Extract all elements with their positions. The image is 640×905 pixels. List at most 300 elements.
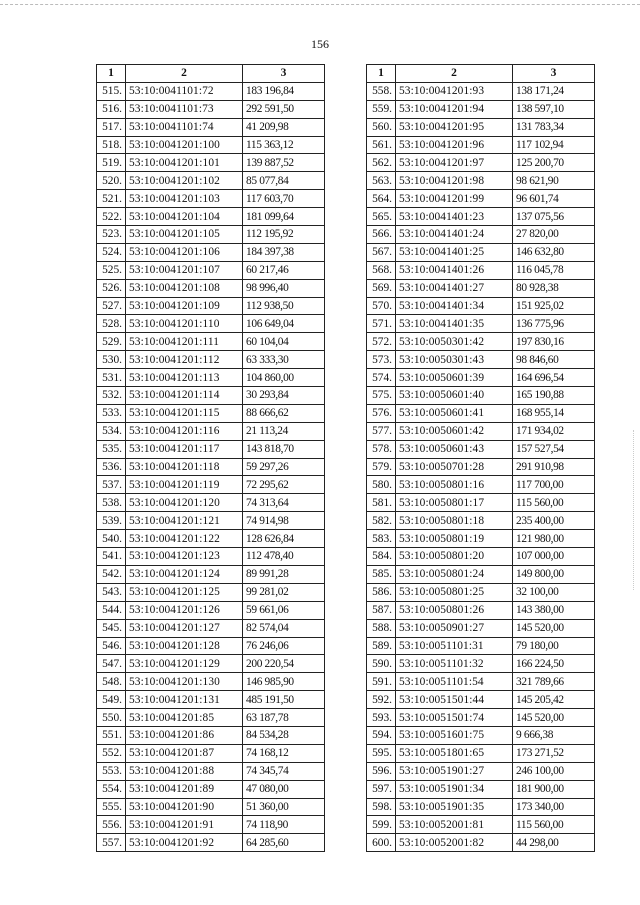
table-row	[97, 691, 325, 709]
column-header-value: 3	[243, 65, 325, 83]
cadastral-number: 53:10:0041201:111	[126, 333, 243, 351]
cadastral-value: 173 271,52	[513, 744, 595, 762]
cadastral-value: 145 520,00	[513, 709, 595, 727]
column-header-number: 1	[97, 65, 126, 83]
row-number: 585.	[367, 565, 396, 583]
cadastral-number: 53:10:0050601:39	[396, 369, 513, 387]
row-number: 539.	[97, 512, 126, 530]
cadastral-value: 41 209,98	[243, 118, 325, 136]
cadastral-number: 53:10:0041101:73	[126, 100, 243, 118]
table-row	[367, 226, 595, 244]
table-row	[97, 100, 325, 118]
cadastral-number: 53:10:0041201:117	[126, 440, 243, 458]
row-number: 561.	[367, 136, 396, 154]
table-row	[367, 476, 595, 494]
table-row	[97, 261, 325, 279]
cadastral-value: 79 180,00	[513, 637, 595, 655]
table-row	[367, 351, 595, 369]
cadastral-number: 53:10:0041201:120	[126, 494, 243, 512]
row-number: 587.	[367, 601, 396, 619]
cadastral-value: 112 478,40	[243, 548, 325, 566]
row-number: 568.	[367, 261, 396, 279]
cadastral-value: 64 285,60	[243, 834, 325, 852]
cadastral-value: 485 191,50	[243, 691, 325, 709]
row-number: 543.	[97, 583, 126, 601]
cadastral-number: 53:10:0041401:27	[396, 279, 513, 297]
table-row	[97, 583, 325, 601]
cadastral-value: 74 118,90	[243, 816, 325, 834]
row-number: 544.	[97, 601, 126, 619]
cadastral-number: 53:10:0041101:74	[126, 118, 243, 136]
table-row	[97, 655, 325, 673]
table-row	[367, 422, 595, 440]
table-header-row	[367, 65, 595, 83]
table-row	[367, 691, 595, 709]
table-row	[367, 100, 595, 118]
cadastral-value: 125 200,70	[513, 154, 595, 172]
cadastral-value: 143 818,70	[243, 440, 325, 458]
cadastral-value: 115 363,12	[243, 136, 325, 154]
table-row	[97, 726, 325, 744]
cadastral-number: 53:10:0050801:25	[396, 583, 513, 601]
scan-edge-specks	[631, 430, 634, 590]
cadastral-number: 53:10:0051901:27	[396, 762, 513, 780]
cadastral-number: 53:10:0041201:90	[126, 798, 243, 816]
row-number: 516.	[97, 100, 126, 118]
table-row	[367, 744, 595, 762]
table-row	[97, 744, 325, 762]
cadastral-number: 53:10:0050301:42	[396, 333, 513, 351]
cadastral-number: 53:10:0041401:26	[396, 261, 513, 279]
cadastral-number: 53:10:0041201:103	[126, 190, 243, 208]
cadastral-value: 112 938,50	[243, 297, 325, 315]
cadastral-value: 32 100,00	[513, 583, 595, 601]
table-row	[97, 476, 325, 494]
cadastral-number: 53:10:0050901:27	[396, 619, 513, 637]
row-number: 520.	[97, 172, 126, 190]
cadastral-number: 53:10:0041201:119	[126, 476, 243, 494]
table-row	[367, 583, 595, 601]
cadastral-number: 53:10:0041201:101	[126, 154, 243, 172]
row-number: 599.	[367, 816, 396, 834]
table-row	[97, 136, 325, 154]
row-number: 524.	[97, 243, 126, 261]
cadastral-number: 53:10:0050801:18	[396, 512, 513, 530]
cadastral-value: 106 649,04	[243, 315, 325, 333]
cadastral-number: 53:10:0041201:87	[126, 744, 243, 762]
row-number: 592.	[367, 691, 396, 709]
cadastral-number: 53:10:0041201:118	[126, 458, 243, 476]
row-number: 578.	[367, 440, 396, 458]
cadastral-value: 137 075,56	[513, 208, 595, 226]
table-row	[97, 637, 325, 655]
cadastral-table-right	[366, 64, 595, 852]
column-header-number: 1	[367, 65, 396, 83]
cadastral-value: 173 340,00	[513, 798, 595, 816]
cadastral-value: 76 246,06	[243, 637, 325, 655]
cadastral-value: 27 820,00	[513, 226, 595, 244]
cadastral-value: 63 333,30	[243, 351, 325, 369]
cadastral-number: 53:10:0051901:34	[396, 780, 513, 798]
cadastral-number: 53:10:0041201:131	[126, 691, 243, 709]
table-row	[367, 709, 595, 727]
cadastral-value: 104 860,00	[243, 369, 325, 387]
table-row	[97, 333, 325, 351]
row-number: 519.	[97, 154, 126, 172]
cadastral-value: 72 295,62	[243, 476, 325, 494]
cadastral-number: 53:10:0041401:34	[396, 297, 513, 315]
cadastral-value: 84 534,28	[243, 726, 325, 744]
cadastral-value: 117 603,70	[243, 190, 325, 208]
cadastral-value: 235 400,00	[513, 512, 595, 530]
cadastral-value: 80 928,38	[513, 279, 595, 297]
table-row	[367, 154, 595, 172]
row-number: 573.	[367, 351, 396, 369]
cadastral-value: 59 297,26	[243, 458, 325, 476]
cadastral-value: 98 846,60	[513, 351, 595, 369]
table-row	[367, 118, 595, 136]
row-number: 557.	[97, 834, 126, 852]
table-row	[97, 190, 325, 208]
cadastral-number: 53:10:0041201:121	[126, 512, 243, 530]
row-number: 521.	[97, 190, 126, 208]
table-row	[367, 780, 595, 798]
cadastral-number: 53:10:0041401:35	[396, 315, 513, 333]
cadastral-number: 53:10:0041201:126	[126, 601, 243, 619]
row-number: 530.	[97, 351, 126, 369]
table-row	[97, 601, 325, 619]
row-number: 556.	[97, 816, 126, 834]
cadastral-number: 53:10:0041201:85	[126, 709, 243, 727]
cadastral-value: 145 205,42	[513, 691, 595, 709]
table-row	[367, 762, 595, 780]
cadastral-value: 128 626,84	[243, 530, 325, 548]
table-row	[367, 208, 595, 226]
cadastral-number: 53:10:0041201:129	[126, 655, 243, 673]
cadastral-number: 53:10:0041201:88	[126, 762, 243, 780]
cadastral-number: 53:10:0052001:82	[396, 834, 513, 852]
top-scan-rule	[0, 4, 640, 5]
table-row	[367, 673, 595, 691]
cadastral-value: 74 313,64	[243, 494, 325, 512]
cadastral-value: 138 171,24	[513, 82, 595, 100]
cadastral-value: 139 887,52	[243, 154, 325, 172]
table-row	[367, 637, 595, 655]
row-number: 562.	[367, 154, 396, 172]
table-row	[367, 440, 595, 458]
table-row	[97, 565, 325, 583]
row-number: 590.	[367, 655, 396, 673]
cadastral-number: 53:10:0041201:89	[126, 780, 243, 798]
row-number: 527.	[97, 297, 126, 315]
cadastral-number: 53:10:0050801:16	[396, 476, 513, 494]
row-number: 559.	[367, 100, 396, 118]
row-number: 575.	[367, 387, 396, 405]
row-number: 565.	[367, 208, 396, 226]
row-number: 528.	[97, 315, 126, 333]
table-row	[367, 387, 595, 405]
row-number: 598.	[367, 798, 396, 816]
cadastral-value: 96 601,74	[513, 190, 595, 208]
table-row	[367, 279, 595, 297]
table-row	[97, 548, 325, 566]
table-row	[97, 530, 325, 548]
row-number: 523.	[97, 226, 126, 244]
table-row	[367, 548, 595, 566]
cadastral-value: 9 666,38	[513, 726, 595, 744]
cadastral-value: 149 800,00	[513, 565, 595, 583]
cadastral-value: 121 980,00	[513, 530, 595, 548]
cadastral-number: 53:10:0041201:93	[396, 82, 513, 100]
table-row	[367, 726, 595, 744]
table-row	[97, 243, 325, 261]
cadastral-number: 53:10:0050801:17	[396, 494, 513, 512]
cadastral-number: 53:10:0041201:95	[396, 118, 513, 136]
cadastral-value: 146 985,90	[243, 673, 325, 691]
cadastral-value: 82 574,04	[243, 619, 325, 637]
cadastral-number: 53:10:0050601:40	[396, 387, 513, 405]
cadastral-value: 291 910,98	[513, 458, 595, 476]
row-number: 553.	[97, 762, 126, 780]
table-header-row	[97, 65, 325, 83]
row-number: 541.	[97, 548, 126, 566]
cadastral-value: 88 666,62	[243, 404, 325, 422]
table-row	[97, 762, 325, 780]
cadastral-value: 85 077,84	[243, 172, 325, 190]
row-number: 571.	[367, 315, 396, 333]
cadastral-number: 53:10:0041201:123	[126, 548, 243, 566]
cadastral-value: 117 700,00	[513, 476, 595, 494]
cadastral-value: 184 397,38	[243, 243, 325, 261]
cadastral-number: 53:10:0050701:28	[396, 458, 513, 476]
column-header-value: 3	[513, 65, 595, 83]
row-number: 595.	[367, 744, 396, 762]
table-row	[97, 351, 325, 369]
row-number: 586.	[367, 583, 396, 601]
cadastral-value: 44 298,00	[513, 834, 595, 852]
cadastral-number: 53:10:0041201:109	[126, 297, 243, 315]
table-row	[367, 494, 595, 512]
cadastral-number: 53:10:0051501:44	[396, 691, 513, 709]
row-number: 551.	[97, 726, 126, 744]
row-number: 554.	[97, 780, 126, 798]
cadastral-number: 53:10:0041201:86	[126, 726, 243, 744]
row-number: 574.	[367, 369, 396, 387]
row-number: 591.	[367, 673, 396, 691]
column-header-cadastral: 2	[396, 65, 513, 83]
table-row	[97, 619, 325, 637]
table-row	[367, 333, 595, 351]
row-number: 537.	[97, 476, 126, 494]
cadastral-value: 131 783,34	[513, 118, 595, 136]
table-row	[97, 422, 325, 440]
row-number: 588.	[367, 619, 396, 637]
cadastral-value: 59 661,06	[243, 601, 325, 619]
row-number: 570.	[367, 297, 396, 315]
row-number: 525.	[97, 261, 126, 279]
cadastral-value: 157 527,54	[513, 440, 595, 458]
row-number: 583.	[367, 530, 396, 548]
table-row	[367, 458, 595, 476]
cadastral-number: 53:10:0041201:125	[126, 583, 243, 601]
row-number: 597.	[367, 780, 396, 798]
table-row	[97, 780, 325, 798]
cadastral-value: 74 345,74	[243, 762, 325, 780]
cadastral-number: 53:10:0041401:23	[396, 208, 513, 226]
table-row	[367, 404, 595, 422]
cadastral-number: 53:10:0041201:96	[396, 136, 513, 154]
table-row	[97, 798, 325, 816]
row-number: 584.	[367, 548, 396, 566]
table-row	[367, 512, 595, 530]
cadastral-number: 53:10:0041201:105	[126, 226, 243, 244]
row-number: 563.	[367, 172, 396, 190]
cadastral-value: 30 293,84	[243, 387, 325, 405]
cadastral-value: 115 560,00	[513, 494, 595, 512]
cadastral-number: 53:10:0041201:98	[396, 172, 513, 190]
cadastral-number: 53:10:0041201:108	[126, 279, 243, 297]
row-number: 534.	[97, 422, 126, 440]
row-number: 580.	[367, 476, 396, 494]
row-number: 526.	[97, 279, 126, 297]
row-number: 535.	[97, 440, 126, 458]
row-number: 596.	[367, 762, 396, 780]
table-row	[367, 82, 595, 100]
cadastral-number: 53:10:0041201:112	[126, 351, 243, 369]
cadastral-value: 51 360,00	[243, 798, 325, 816]
cadastral-number: 53:10:0041201:124	[126, 565, 243, 583]
table-row	[367, 243, 595, 261]
row-number: 550.	[97, 709, 126, 727]
cadastral-value: 246 100,00	[513, 762, 595, 780]
cadastral-number: 53:10:0041201:128	[126, 637, 243, 655]
cadastral-value: 200 220,54	[243, 655, 325, 673]
row-number: 552.	[97, 744, 126, 762]
row-number: 547.	[97, 655, 126, 673]
table-row	[367, 834, 595, 852]
row-number: 579.	[367, 458, 396, 476]
cadastral-value: 21 113,24	[243, 422, 325, 440]
cadastral-number: 53:10:0041201:94	[396, 100, 513, 118]
row-number: 555.	[97, 798, 126, 816]
row-number: 576.	[367, 404, 396, 422]
table-row	[97, 458, 325, 476]
cadastral-table-left	[96, 64, 325, 852]
row-number: 515.	[97, 82, 126, 100]
table-row	[367, 315, 595, 333]
cadastral-value: 112 195,92	[243, 226, 325, 244]
cadastral-number: 53:10:0041401:25	[396, 243, 513, 261]
cadastral-value: 321 789,66	[513, 673, 595, 691]
table-row	[97, 118, 325, 136]
cadastral-value: 116 045,78	[513, 261, 595, 279]
cadastral-value: 197 830,16	[513, 333, 595, 351]
table-row	[97, 816, 325, 834]
cadastral-value: 136 775,96	[513, 315, 595, 333]
cadastral-value: 181 099,64	[243, 208, 325, 226]
row-number: 536.	[97, 458, 126, 476]
row-number: 569.	[367, 279, 396, 297]
table-row	[97, 172, 325, 190]
table-row	[97, 315, 325, 333]
cadastral-value: 138 597,10	[513, 100, 595, 118]
cadastral-number: 53:10:0050801:20	[396, 548, 513, 566]
table-row	[367, 530, 595, 548]
row-number: 600.	[367, 834, 396, 852]
table-row	[367, 601, 595, 619]
cadastral-number: 53:10:0041201:107	[126, 261, 243, 279]
cadastral-number: 53:10:0041201:116	[126, 422, 243, 440]
row-number: 518.	[97, 136, 126, 154]
row-number: 581.	[367, 494, 396, 512]
table-row	[97, 494, 325, 512]
row-number: 540.	[97, 530, 126, 548]
cadastral-value: 47 080,00	[243, 780, 325, 798]
cadastral-value: 164 696,54	[513, 369, 595, 387]
cadastral-value: 168 955,14	[513, 404, 595, 422]
row-number: 517.	[97, 118, 126, 136]
table-row	[367, 798, 595, 816]
cadastral-value: 166 224,50	[513, 655, 595, 673]
cadastral-value: 146 632,80	[513, 243, 595, 261]
cadastral-number: 53:10:0051501:74	[396, 709, 513, 727]
cadastral-number: 53:10:0041201:99	[396, 190, 513, 208]
cadastral-number: 53:10:0041201:102	[126, 172, 243, 190]
table-row	[367, 136, 595, 154]
table-row	[97, 512, 325, 530]
row-number: 538.	[97, 494, 126, 512]
column-header-cadastral: 2	[126, 65, 243, 83]
cadastral-number: 53:10:0041401:24	[396, 226, 513, 244]
cadastral-value: 60 104,04	[243, 333, 325, 351]
table-row	[97, 440, 325, 458]
row-number: 545.	[97, 619, 126, 637]
table-row	[367, 655, 595, 673]
cadastral-number: 53:10:0041201:100	[126, 136, 243, 154]
table-row	[367, 816, 595, 834]
cadastral-number: 53:10:0050801:19	[396, 530, 513, 548]
cadastral-number: 53:10:0041101:72	[126, 82, 243, 100]
cadastral-number: 53:10:0041201:115	[126, 404, 243, 422]
table-row	[97, 82, 325, 100]
cadastral-value: 99 281,02	[243, 583, 325, 601]
row-number: 522.	[97, 208, 126, 226]
row-number: 529.	[97, 333, 126, 351]
cadastral-value: 171 934,02	[513, 422, 595, 440]
cadastral-number: 53:10:0041201:113	[126, 369, 243, 387]
cadastral-value: 181 900,00	[513, 780, 595, 798]
table-row	[367, 369, 595, 387]
table-row	[97, 387, 325, 405]
row-number: 532.	[97, 387, 126, 405]
cadastral-value: 74 914,98	[243, 512, 325, 530]
cadastral-number: 53:10:0050301:43	[396, 351, 513, 369]
row-number: 531.	[97, 369, 126, 387]
row-number: 567.	[367, 243, 396, 261]
cadastral-number: 53:10:0052001:81	[396, 816, 513, 834]
row-number: 548.	[97, 673, 126, 691]
row-number: 572.	[367, 333, 396, 351]
cadastral-number: 53:10:0050801:24	[396, 565, 513, 583]
cadastral-value: 183 196,84	[243, 82, 325, 100]
cadastral-number: 53:10:0041201:92	[126, 834, 243, 852]
cadastral-value: 74 168,12	[243, 744, 325, 762]
cadastral-number: 53:10:0050601:43	[396, 440, 513, 458]
row-number: 560.	[367, 118, 396, 136]
row-number: 566.	[367, 226, 396, 244]
table-row	[367, 565, 595, 583]
cadastral-number: 53:10:0041201:97	[396, 154, 513, 172]
